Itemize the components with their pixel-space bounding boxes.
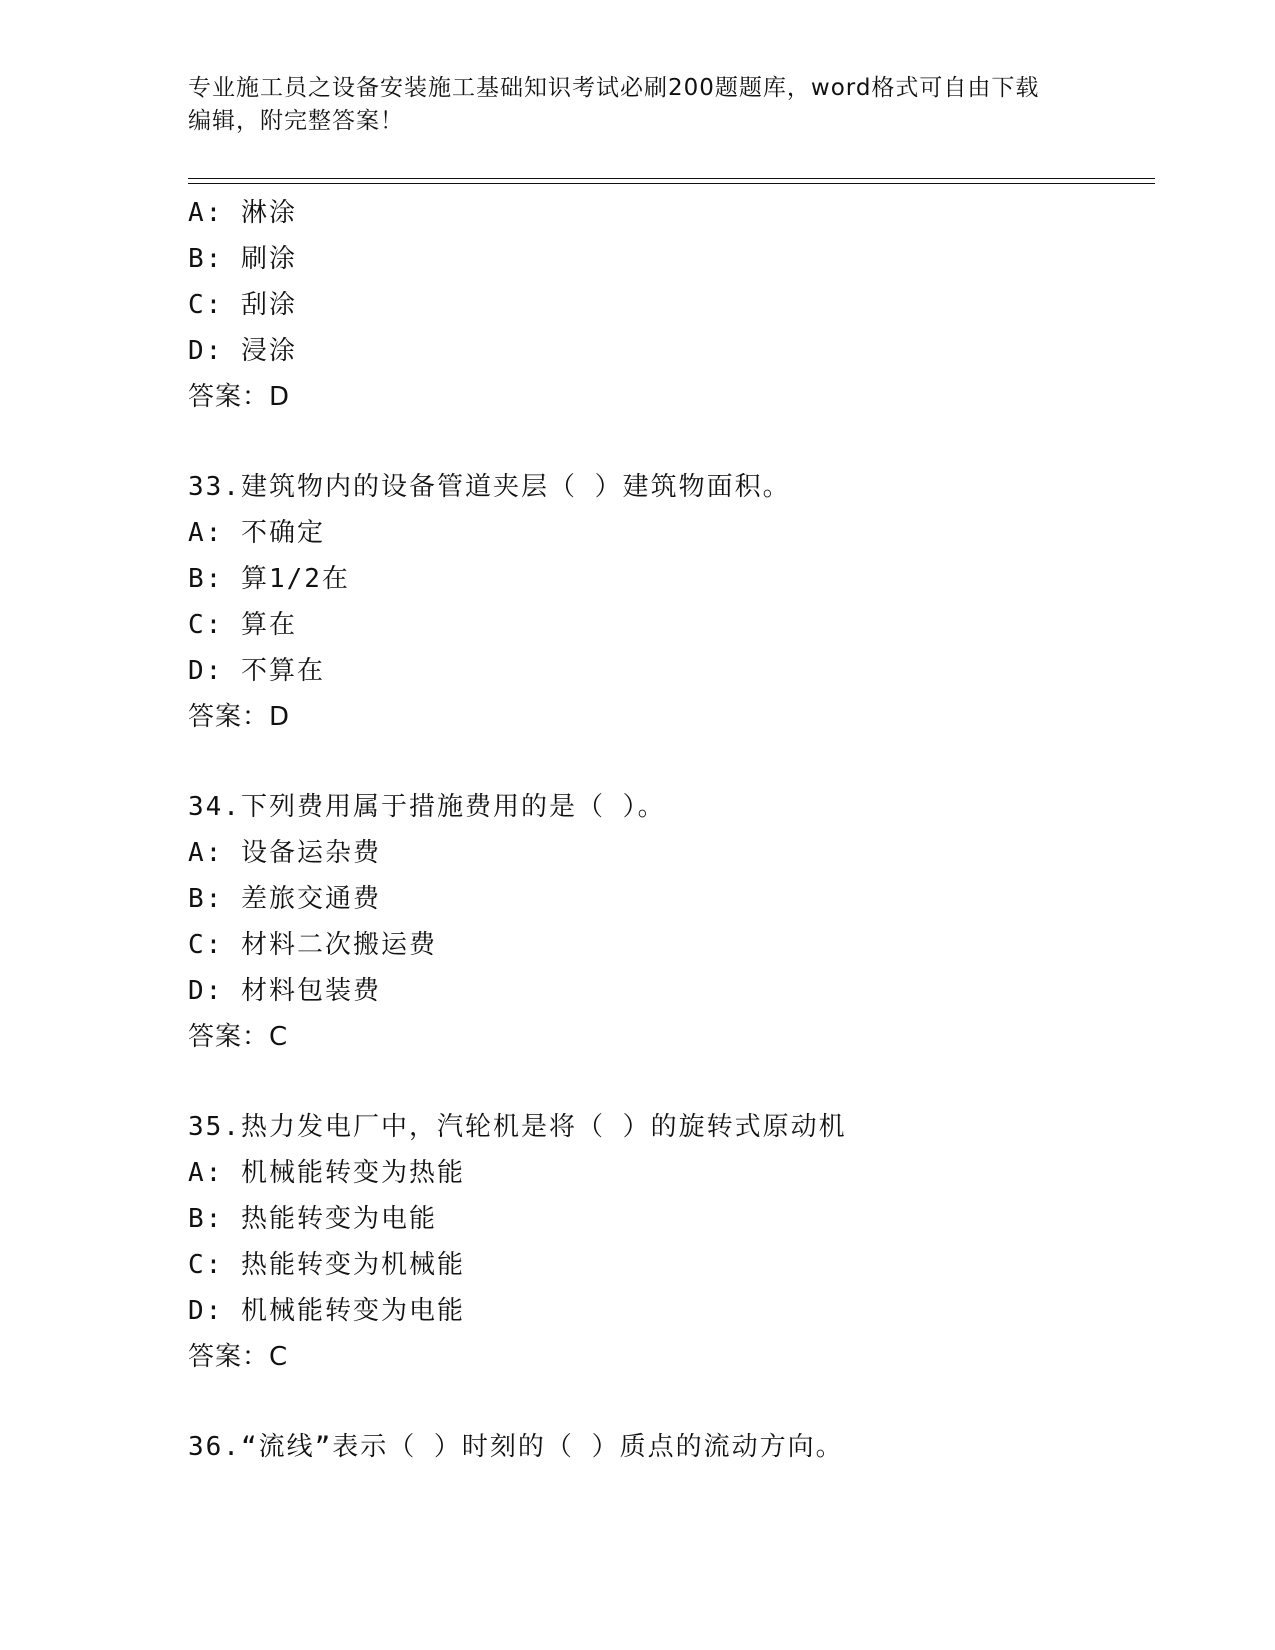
option-c: C: 热能转变为机械能 [188,1250,465,1280]
question-text: 35.热力发电厂中，汽轮机是将（ ）的旋转式原动机 [188,1112,847,1142]
option-b: B: 热能转变为电能 [188,1204,437,1234]
option-a: A: 淋涂 [188,198,297,228]
question-block-32 [188,190,1148,420]
option-c: C: 算在 [188,610,297,640]
option-b: B: 算1/2在 [188,564,350,594]
answer: 答案：C [188,1022,289,1052]
header-divider-top [188,178,1155,179]
question-block-36 [188,1424,1148,1470]
option-d: D: 不算在 [188,656,325,686]
option-d: D: 材料包装费 [188,976,381,1006]
option-d: D: 浸涂 [188,336,297,366]
option-d: D: 机械能转变为电能 [188,1296,465,1326]
document-header [188,72,1088,138]
question-text: 36.“流线”表示（ ）时刻的（ ）质点的流动方向。 [188,1432,844,1462]
question-block-34 [188,784,1148,1060]
option-a: A: 机械能转变为热能 [188,1158,465,1188]
header-title-line-1: 专业施工员之设备安装施工基础知识考试必刷200题题库，word格式可自由下载 [188,75,1040,101]
header-divider-bottom [188,183,1155,184]
option-c: C: 材料二次搬运费 [188,930,437,960]
question-block-35 [188,1104,1148,1380]
answer: 答案：C [188,1342,289,1372]
answer: 答案：D [188,702,291,732]
option-b: B: 差旅交通费 [188,884,381,914]
option-c: C: 刮涂 [188,290,297,320]
header-title-line-2: 编辑，附完整答案！ [188,108,404,134]
option-a: A: 不确定 [188,518,325,548]
question-list [188,190,1148,1470]
option-b: B: 刷涂 [188,244,297,274]
answer: 答案：D [188,382,291,412]
option-a: A: 设备运杂费 [188,838,381,868]
question-block-33 [188,464,1148,740]
question-text: 33.建筑物内的设备管道夹层（ ）建筑物面积。 [188,472,791,502]
question-text: 34.下列费用属于措施费用的是（ ）。 [188,792,666,822]
